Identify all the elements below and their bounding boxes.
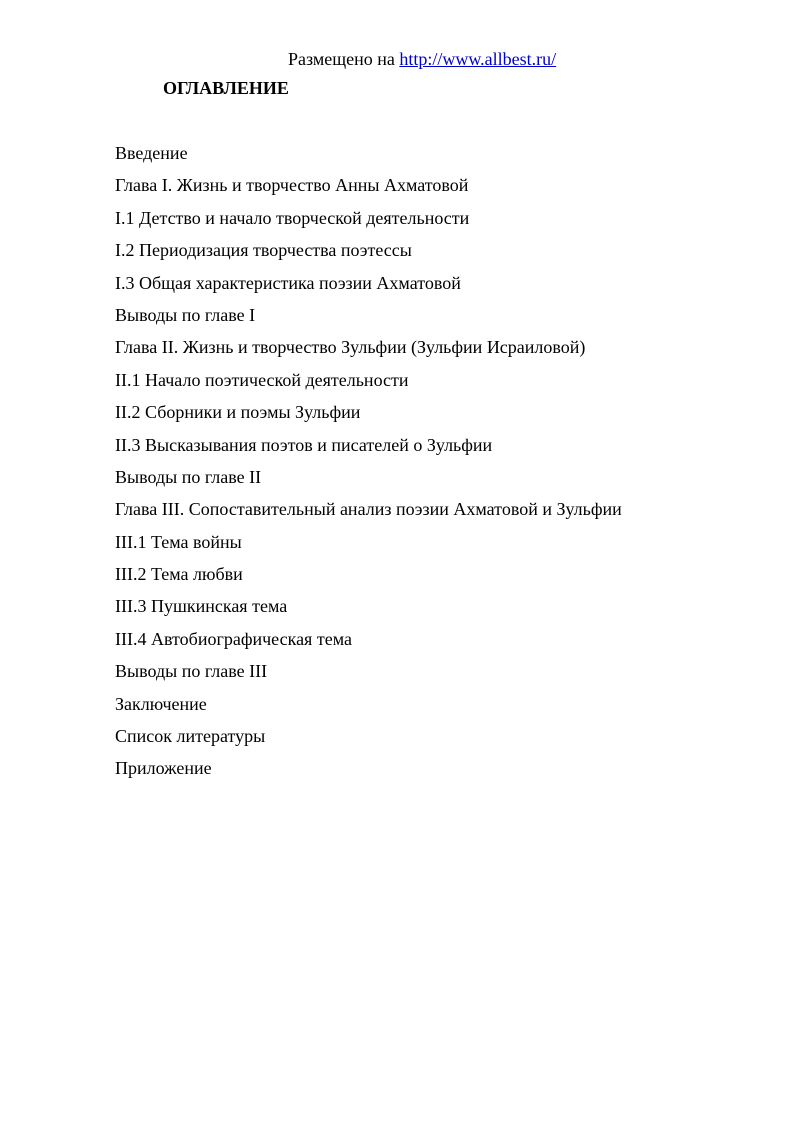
toc-item: Глава I. Жизнь и творчество Анны Ахматовой xyxy=(115,175,469,196)
toc-item: I.1 Детство и начало творческой деятельности xyxy=(115,207,470,228)
toc-item: Глава II. Жизнь и творчество Зульфии (Зульфии Исраиловой) xyxy=(115,337,586,358)
toc-title: ОГЛАВЛЕНИЕ xyxy=(163,78,289,98)
toc-item: Заключение xyxy=(115,693,207,714)
toc-item: III.3 Пушкинская тема xyxy=(115,596,288,617)
toc-item: II.3 Высказывания поэтов и писателей о Зульфии xyxy=(115,434,493,455)
toc-item: II.2 Сборники и поэмы Зульфии xyxy=(115,402,361,423)
toc-item: Выводы по главе II xyxy=(115,466,262,487)
toc-item: Глава III. Сопоставительный анализ поэзии Ахматовой и Зульфии xyxy=(115,499,622,520)
toc-item: III.4 Автобиографическая тема xyxy=(115,628,352,649)
toc-item: Выводы по главе III xyxy=(115,661,268,682)
toc-item: III.2 Тема любви xyxy=(115,564,243,585)
toc-item: Выводы по главе I xyxy=(115,304,256,325)
toc-item: III.1 Тема войны xyxy=(115,531,242,552)
toc-item: II.1 Начало поэтической деятельности xyxy=(115,369,409,390)
toc-item: I.2 Периодизация творчества поэтессы xyxy=(115,240,412,261)
toc-item: Приложение xyxy=(115,758,212,779)
toc-item: I.3 Общая характеристика поэзии Ахматовой xyxy=(115,272,461,293)
placement-notice xyxy=(288,48,556,70)
allbest-link[interactable]: http://www.allbest.ru/ xyxy=(399,49,557,69)
table-of-contents xyxy=(115,142,622,790)
toc-item: Введение xyxy=(115,143,188,163)
placement-notice-text: Размещено на xyxy=(288,49,400,69)
toc-item: Список литературы xyxy=(115,726,266,747)
